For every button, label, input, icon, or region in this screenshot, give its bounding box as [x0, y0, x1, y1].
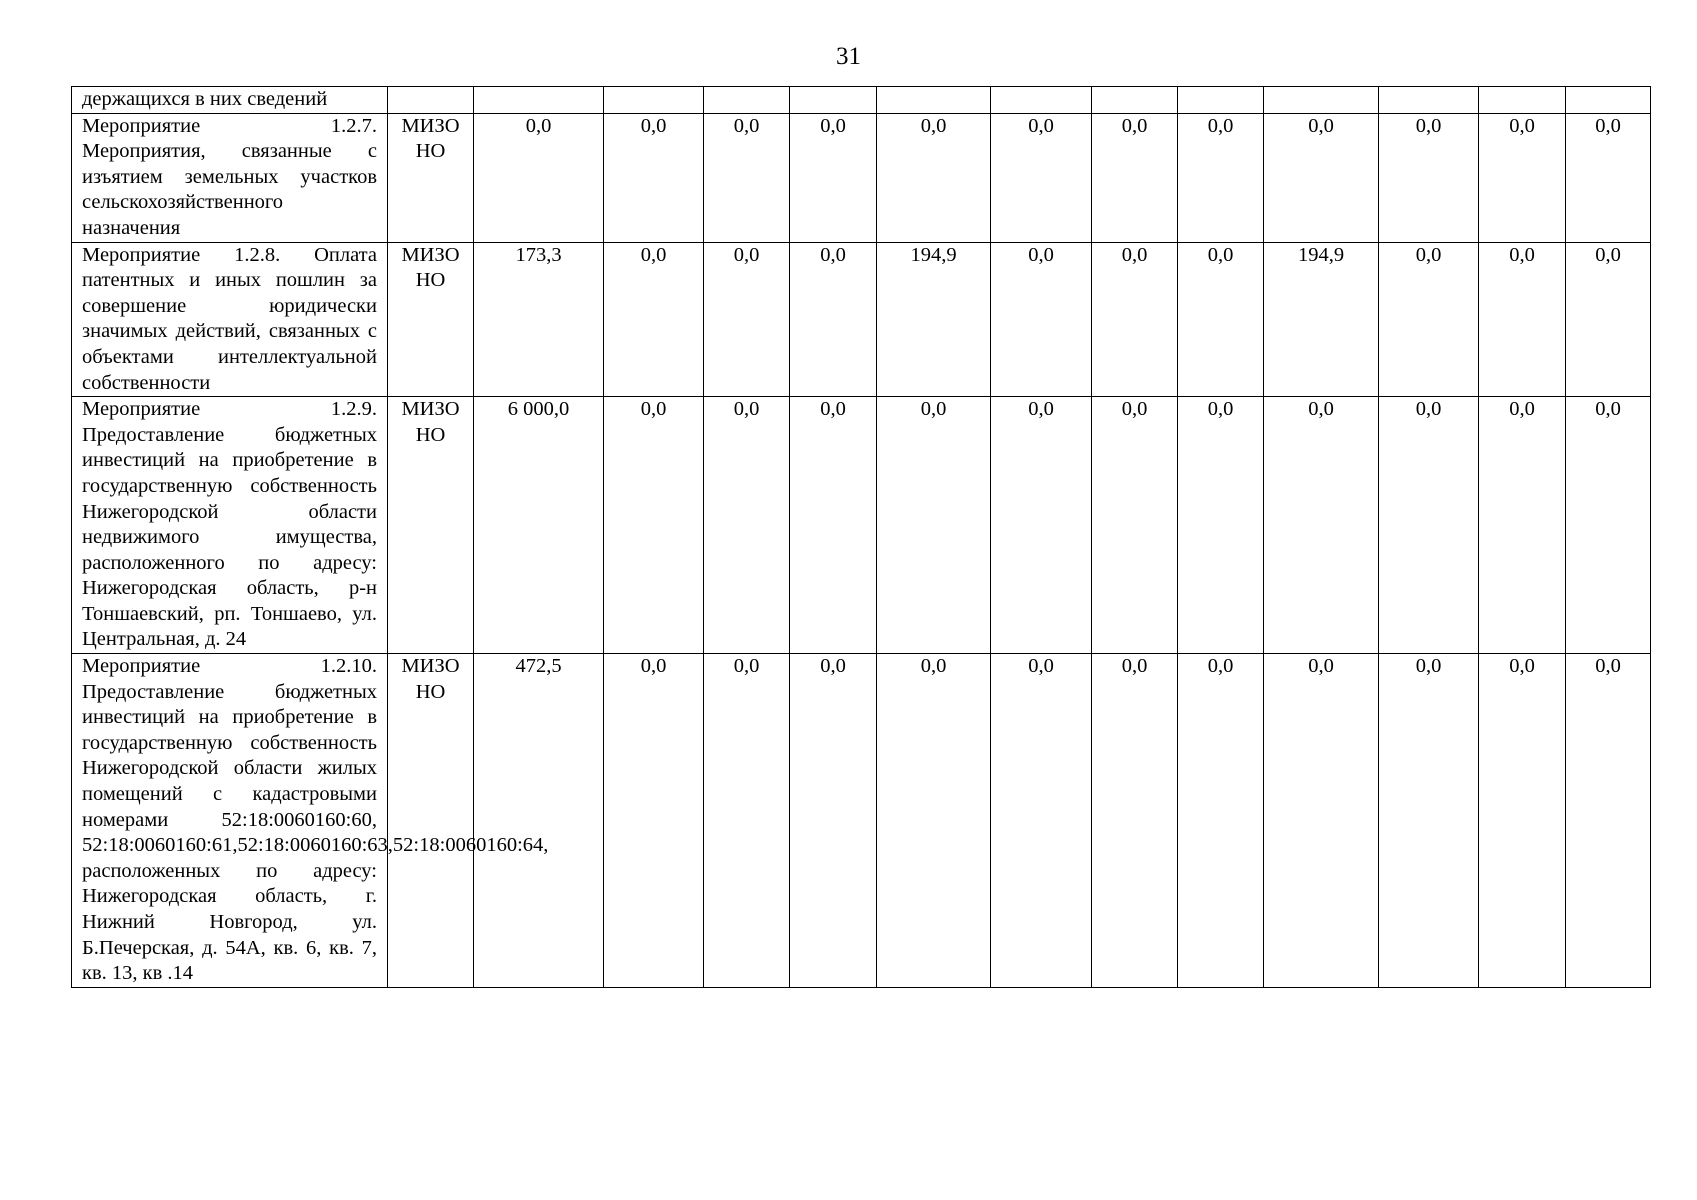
amount-cell: 0,0	[1178, 113, 1264, 242]
amount-cell: 0,0	[604, 113, 704, 242]
table-body	[72, 87, 1651, 988]
amount-cell	[1379, 87, 1479, 114]
amount-cell: 0,0	[604, 242, 704, 397]
amount-cell	[877, 87, 991, 114]
amount-cell	[1264, 87, 1379, 114]
amount-cell: 0,0	[704, 654, 790, 988]
amount-cell: 0,0	[704, 242, 790, 397]
activity-description: держащихся в них сведений	[72, 87, 388, 114]
amount-cell: 0,0	[1092, 397, 1178, 654]
amount-cell: 0,0	[1178, 654, 1264, 988]
amount-cell: 0,0	[1379, 654, 1479, 988]
amount-cell: 0,0	[604, 397, 704, 654]
budget-table	[71, 86, 1651, 988]
amount-cell	[1178, 87, 1264, 114]
amount-cell: 0,0	[474, 113, 604, 242]
page-number: 31	[836, 43, 861, 70]
table-row	[72, 654, 1651, 988]
amount-cell: 0,0	[1566, 397, 1651, 654]
amount-cell: 0,0	[604, 654, 704, 988]
responsible-organization: МИЗО НО	[388, 242, 474, 397]
amount-cell: 0,0	[1479, 397, 1566, 654]
amount-cell: 0,0	[1264, 654, 1379, 988]
amount-cell: 0,0	[1379, 397, 1479, 654]
amount-cell: 0,0	[991, 397, 1092, 654]
activity-description: Мероприятие 1.2.8. Оплата патентных и иных пошлин за совершение юридически значимых действий, связанных с объектами интеллектуальной собственности	[72, 242, 388, 397]
activity-description: Мероприятие 1.2.7. Мероприятия, связанные с изъятием земельных участков сельскохозяйственного назначения	[72, 113, 388, 242]
amount-cell: 0,0	[1092, 242, 1178, 397]
amount-cell	[604, 87, 704, 114]
responsible-organization: МИЗО НО	[388, 397, 474, 654]
amount-cell: 0,0	[1566, 242, 1651, 397]
amount-cell: 0,0	[1178, 397, 1264, 654]
amount-cell: 0,0	[704, 113, 790, 242]
activity-description: Мероприятие 1.2.10. Предоставление бюджетных инвестиций на приобретение в государственную собственность Нижегородской области жилых помещений с кадастровыми номерами 52:18:0060160:60, 52:18:0060160:61,52:18:0060160:63,52:18:0060160:64, расположенных по адресу: Нижегородская область, г. Нижний Новгород, ул. Б.Печерская, д. 54А, кв. 6, кв. 7, кв. 13, кв .14	[72, 654, 388, 988]
responsible-organization: МИЗО НО	[388, 654, 474, 988]
table-row	[72, 397, 1651, 654]
table-row	[72, 242, 1651, 397]
responsible-organization: МИЗО НО	[388, 113, 474, 242]
amount-cell: 0,0	[1566, 654, 1651, 988]
amount-cell: 0,0	[704, 397, 790, 654]
amount-cell: 0,0	[877, 113, 991, 242]
amount-cell: 0,0	[877, 397, 991, 654]
amount-cell: 0,0	[1178, 242, 1264, 397]
amount-cell: 194,9	[877, 242, 991, 397]
amount-cell: 0,0	[790, 113, 877, 242]
amount-cell: 0,0	[1092, 654, 1178, 988]
amount-cell	[1092, 87, 1178, 114]
amount-cell: 173,3	[474, 242, 604, 397]
amount-cell: 0,0	[1479, 654, 1566, 988]
amount-cell: 194,9	[1264, 242, 1379, 397]
activity-description: Мероприятие 1.2.9. Предоставление бюджетных инвестиций на приобретение в государственную собственность Нижегородской области недвижимого имущества, расположенного по адресу: Нижегородская область, р-н Тоншаевский, рп. Тоншаево, ул. Центральная, д. 24	[72, 397, 388, 654]
amount-cell: 0,0	[877, 654, 991, 988]
amount-cell: 0,0	[1264, 113, 1379, 242]
amount-cell	[790, 87, 877, 114]
amount-cell: 0,0	[790, 654, 877, 988]
amount-cell: 0,0	[991, 113, 1092, 242]
amount-cell: 0,0	[1566, 113, 1651, 242]
continuation-row	[72, 87, 1651, 114]
amount-cell	[1566, 87, 1651, 114]
amount-cell: 472,5	[474, 654, 604, 988]
amount-cell: 0,0	[1264, 397, 1379, 654]
amount-cell	[474, 87, 604, 114]
amount-cell: 0,0	[1479, 242, 1566, 397]
amount-cell: 6 000,0	[474, 397, 604, 654]
amount-cell: 0,0	[991, 242, 1092, 397]
amount-cell: 0,0	[790, 242, 877, 397]
responsible-organization	[388, 87, 474, 114]
amount-cell: 0,0	[1379, 113, 1479, 242]
amount-cell: 0,0	[1479, 113, 1566, 242]
amount-cell: 0,0	[991, 654, 1092, 988]
amount-cell	[991, 87, 1092, 114]
amount-cell: 0,0	[1092, 113, 1178, 242]
amount-cell: 0,0	[1379, 242, 1479, 397]
amount-cell	[704, 87, 790, 114]
table-row	[72, 113, 1651, 242]
amount-cell: 0,0	[790, 397, 877, 654]
amount-cell	[1479, 87, 1566, 114]
